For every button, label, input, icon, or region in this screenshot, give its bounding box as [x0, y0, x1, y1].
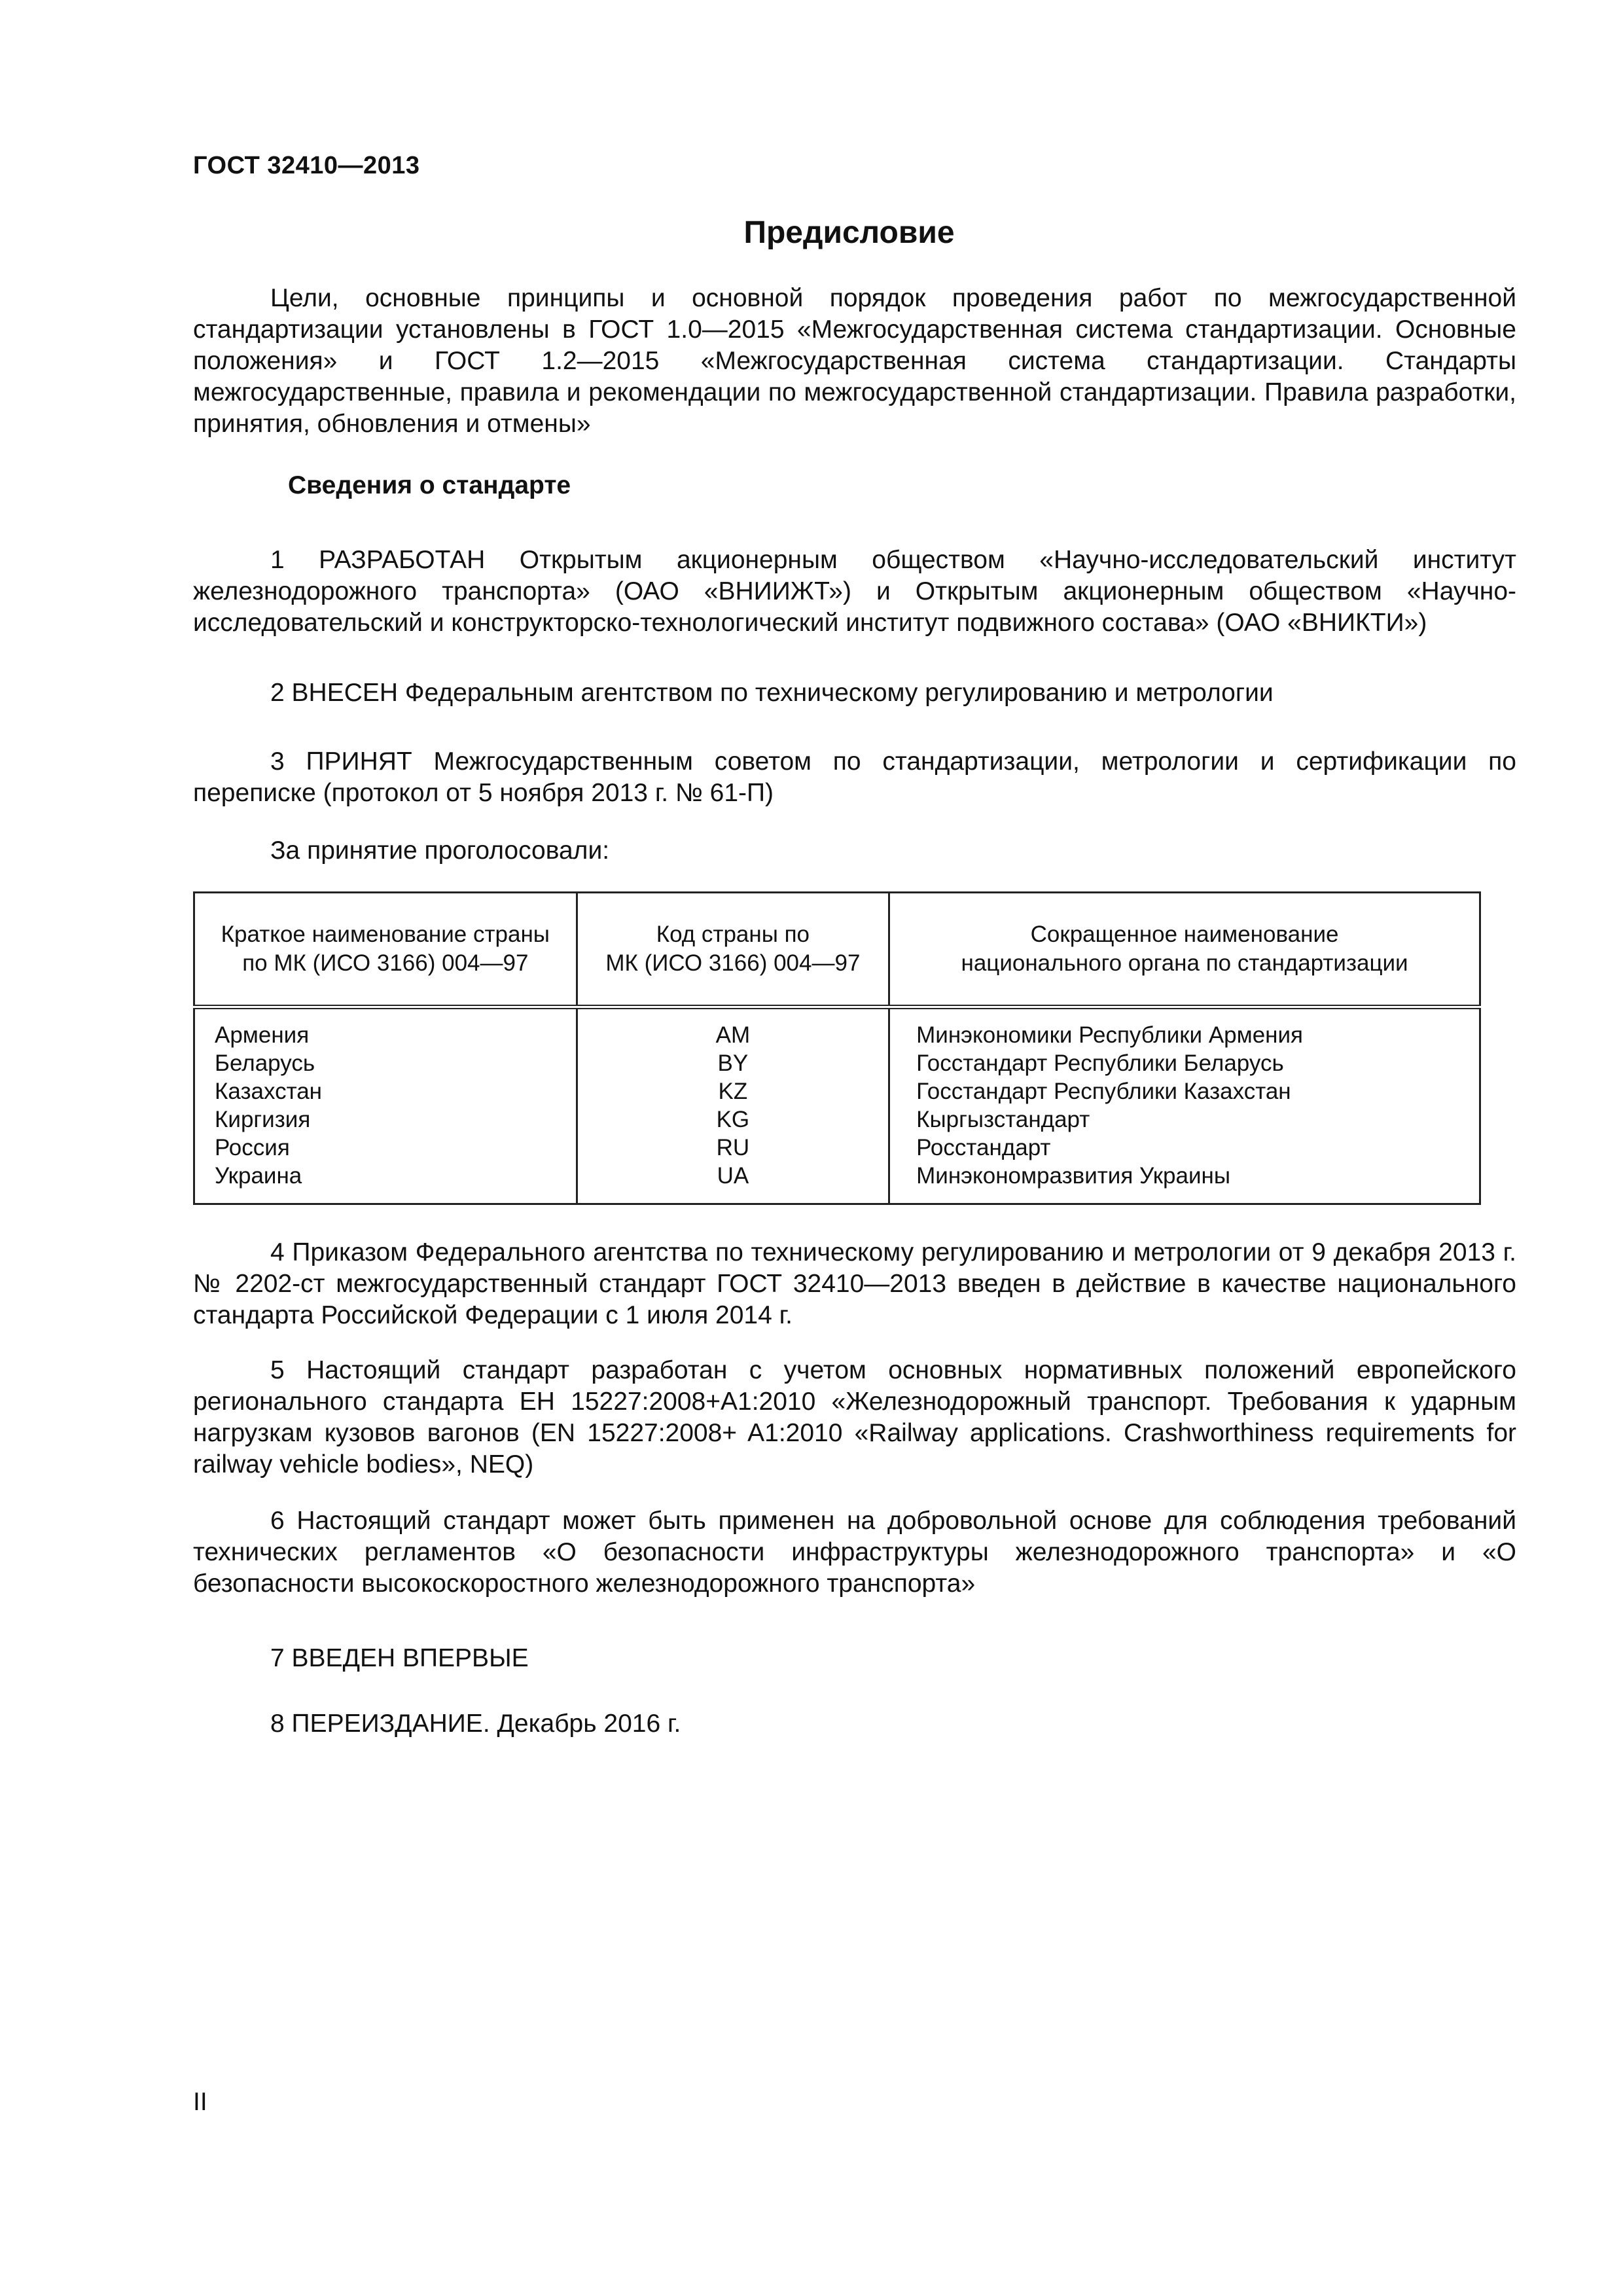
country-name: Армения — [215, 1022, 310, 1048]
standards-bodies-cell — [889, 1007, 1480, 1204]
country-code: BY — [717, 1050, 749, 1076]
header-text: МК (ИСО 3166) 004—97 — [605, 950, 861, 976]
item-4-order: 4 Приказом Федерального агентства по техническому регулированию и метрологии от 9 декабря 2013 г. № 2202-ст межгосударственный стандарт ГОСТ 32410—2013 введен в действие в качестве национального стандарта Российской Федерации с 1 июля 2014 г. — [193, 1238, 1516, 1329]
header-text: Сокращенное наименование — [1030, 922, 1339, 947]
country-code: UA — [717, 1163, 749, 1189]
voted-label: За принятие проголосовали: — [270, 836, 610, 865]
country-name: Киргизия — [215, 1107, 311, 1132]
country-code: KZ — [718, 1079, 748, 1104]
header-text: Код страны по — [656, 922, 810, 947]
header-country-code — [577, 893, 889, 1007]
header-country-name — [194, 893, 577, 1007]
item-5-basis: 5 Настоящий стандарт разработан с учетом основных нормативных положений европейского регионального стандарта ЕН 15227:2008+А1:2010 «Железнодорожный транспорт. Требования к ударным нагрузкам кузовов вагонов (EN 15227:2008+ A1:2010 «Railway applications. Crashworthiness requirements for railway vehicle bodies», NEQ) — [193, 1356, 1516, 1479]
table-header-row — [194, 893, 1480, 1007]
section-heading: Сведения о стандарте — [288, 471, 571, 499]
standards-body: Госстандарт Республики Беларусь — [916, 1050, 1284, 1076]
header-text: по МК (ИСО 3166) 004—97 — [242, 950, 529, 976]
header-text: национального органа по стандартизации — [961, 950, 1408, 976]
item-2-introduced: 2 ВНЕСЕН Федеральным агентством по техническому регулированию и метрологии — [270, 679, 1274, 707]
header-standards-body — [889, 893, 1480, 1007]
page-title: Предисловие — [743, 215, 955, 250]
item-1-developed: 1 РАЗРАБОТАН Открытым акционерным обществом «Научно-исследовательский институт железнодорожного транспорта» (ОАО «ВНИИЖТ») и Открытым акционерным обществом «Научно-исследовательский и конструкторско-технологический институт подвижного состава» (ОАО «ВНИКТИ») — [193, 546, 1516, 637]
item-8-reissue: 8 ПЕРЕИЗДАНИЕ. Декабрь 2016 г. — [270, 1710, 681, 1738]
intro-paragraph: Цели, основные принципы и основной порядок проведения работ по межгосударственной стандартизации установлены в ГОСТ 1.0—2015 «Межгосударственная система стандартизации. Основные положения» и ГОСТ 1.2—2015 «Межгосударственная система стандартизации. Стандарты межгосударственные, правила и рекомендации по межгосударственной стандартизации. Правила разработки, принятия, обновления и отмены» — [193, 284, 1516, 438]
standards-body: Росстандарт — [916, 1135, 1051, 1160]
table-row — [194, 1007, 1480, 1204]
document-code: ГОСТ 32410—2013 — [193, 152, 420, 179]
item-6-voluntary: 6 Настоящий стандарт может быть применен на добровольной основе для соблюдения требований технических регламентов «О безопасности инфраструктуры железнодорожного транспорта» и «О безопасности высокоскоростного железнодорожного транспорта» — [193, 1507, 1516, 1598]
country-code: RU — [716, 1135, 750, 1160]
country-codes-cell — [577, 1007, 889, 1204]
country-name: Беларусь — [215, 1050, 315, 1076]
country-code: KG — [716, 1107, 750, 1132]
country-name: Казахстан — [215, 1079, 323, 1104]
country-name: Украина — [215, 1163, 302, 1189]
standards-body: Минэкономразвития Украины — [916, 1163, 1230, 1189]
country-code: AM — [715, 1022, 751, 1048]
standards-body: Минэкономики Республики Армения — [916, 1022, 1304, 1048]
item-3-adopted: 3 ПРИНЯТ Межгосударственным советом по стандартизации, метрологии и сертификации по переписке (протокол от 5 ноября 2013 г. № 61-П) — [193, 747, 1516, 807]
header-text: Краткое наименование страны — [221, 922, 550, 947]
country-names-cell — [194, 1007, 577, 1204]
standards-body: Госстандарт Республики Казахстан — [916, 1079, 1291, 1104]
standards-body: Кыргызстандарт — [916, 1107, 1090, 1132]
item-7-first-introduced: 7 ВВЕДЕН ВПЕРВЫЕ — [270, 1644, 529, 1672]
voting-table — [193, 891, 1481, 1205]
country-name: Россия — [215, 1135, 290, 1160]
page-number: II — [193, 2088, 207, 2116]
